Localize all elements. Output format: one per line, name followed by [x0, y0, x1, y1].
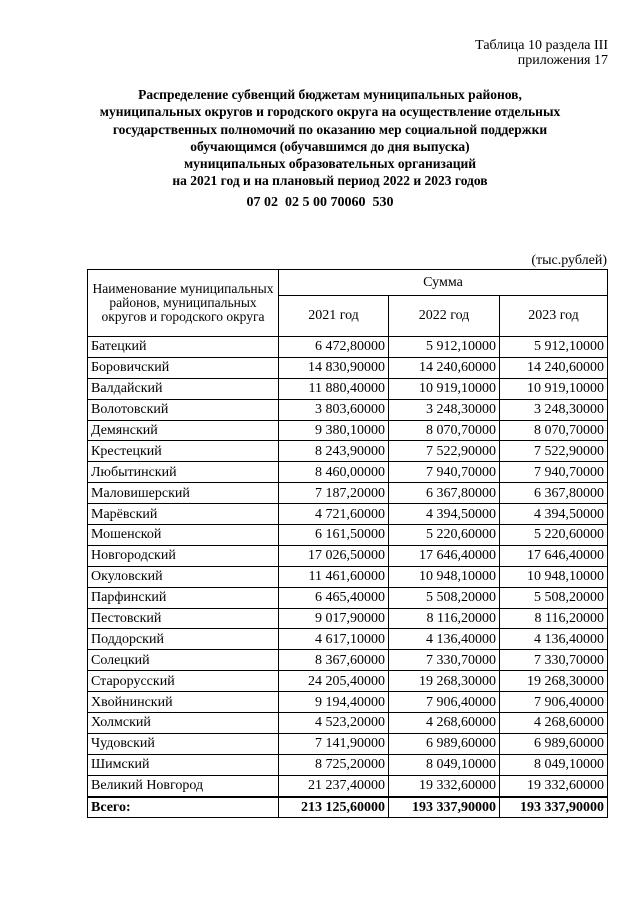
district-name: Любытинский: [88, 462, 279, 483]
district-name: Шимский: [88, 754, 279, 775]
table-row: [88, 692, 608, 713]
total-label: Всего:: [88, 797, 279, 818]
amount-2021: 4 617,10000: [279, 629, 389, 650]
district-name: Парфинский: [88, 587, 279, 608]
table-row: [88, 713, 608, 734]
table-reference: [408, 38, 608, 68]
amount-2023: 5 912,10000: [500, 337, 608, 358]
amount-2022: 8 049,10000: [389, 754, 500, 775]
amount-2022: 6 367,80000: [389, 483, 500, 504]
amount-2021: 8 460,00000: [279, 462, 389, 483]
total-2022: 193 337,90000: [389, 797, 500, 818]
district-name: Окуловский: [88, 566, 279, 587]
amount-2021: 6 161,50000: [279, 525, 389, 546]
header-year-2023: 2023 год: [500, 296, 608, 337]
amount-2023: 7 330,70000: [500, 650, 608, 671]
title-line: Распределение субвенций бюджетам муниципальных районов,: [138, 87, 522, 102]
table-row: [88, 566, 608, 587]
district-name: Мошенской: [88, 525, 279, 546]
table-row: [88, 671, 608, 692]
district-name: Маловишерский: [88, 483, 279, 504]
amount-2022: 7 940,70000: [389, 462, 500, 483]
table-row: [88, 754, 608, 775]
amount-2022: 19 268,30000: [389, 671, 500, 692]
table-row: [88, 775, 608, 796]
table-row: [88, 378, 608, 399]
amount-2021: 4 523,20000: [279, 713, 389, 734]
reference-line-2: приложения 17: [517, 53, 608, 68]
table-row: [88, 337, 608, 358]
amount-2023: 3 248,30000: [500, 399, 608, 420]
table-body: [88, 337, 608, 818]
table-row: [88, 483, 608, 504]
amount-2022: 7 330,70000: [389, 650, 500, 671]
document-title: [60, 86, 600, 190]
amount-2022: 7 522,90000: [389, 441, 500, 462]
amount-2023: 5 508,20000: [500, 587, 608, 608]
table-row: [88, 420, 608, 441]
amount-2021: 17 026,50000: [279, 545, 389, 566]
amount-2023: 14 240,60000: [500, 357, 608, 378]
header-year-2022: 2022 год: [389, 296, 500, 337]
title-line: обучающимся (обучавшимся до дня выпуска): [190, 138, 470, 154]
table-row: [88, 629, 608, 650]
amount-2021: 7 141,90000: [279, 733, 389, 754]
amount-2022: 5 220,60000: [389, 525, 500, 546]
amount-2023: 7 940,70000: [500, 462, 608, 483]
amount-2023: 4 268,60000: [500, 713, 608, 734]
district-name: Крестецкий: [88, 441, 279, 462]
amount-2022: 8 116,20000: [389, 608, 500, 629]
subsidies-table: [87, 269, 608, 818]
table-row: [88, 399, 608, 420]
amount-2021: 9 194,40000: [279, 692, 389, 713]
amount-2023: 17 646,40000: [500, 545, 608, 566]
amount-2021: 24 205,40000: [279, 671, 389, 692]
title-line: муниципальных округов и городского округа на осуществление отдельных: [99, 104, 561, 120]
district-name: Новгородский: [88, 545, 279, 566]
budget-code: 07 02 02 5 00 70060 530: [246, 195, 394, 210]
district-name: Пестовский: [88, 608, 279, 629]
district-name: Марёвский: [88, 504, 279, 525]
amount-2023: 10 919,10000: [500, 378, 608, 399]
amount-2022: 8 070,70000: [389, 420, 500, 441]
total-2023: 193 337,90000: [500, 797, 608, 818]
total-row: [88, 797, 608, 818]
district-name: Хвойнинский: [88, 692, 279, 713]
district-name: Поддорский: [88, 629, 279, 650]
reference-line-1: Таблица 10 раздела III: [475, 38, 608, 53]
amount-2022: 14 240,60000: [389, 357, 500, 378]
amount-2022: 10 948,10000: [389, 566, 500, 587]
amount-2023: 6 989,60000: [500, 733, 608, 754]
amount-2023: 8 070,70000: [500, 420, 608, 441]
table-row: [88, 525, 608, 546]
table-row: [88, 504, 608, 525]
district-name: Валдайский: [88, 378, 279, 399]
units-label: (тыс.рублей): [531, 253, 607, 268]
amount-2021: 8 243,90000: [279, 441, 389, 462]
amount-2022: 4 394,50000: [389, 504, 500, 525]
table-row: [88, 462, 608, 483]
amount-2022: 17 646,40000: [389, 545, 500, 566]
amount-2023: 6 367,80000: [500, 483, 608, 504]
amount-2022: 4 136,40000: [389, 629, 500, 650]
district-name: Солецкий: [88, 650, 279, 671]
amount-2022: 19 332,60000: [389, 775, 500, 796]
table-row: [88, 733, 608, 754]
district-name: Волотовский: [88, 399, 279, 420]
amount-2021: 11 880,40000: [279, 378, 389, 399]
amount-2023: 19 332,60000: [500, 775, 608, 796]
amount-2021: 6 465,40000: [279, 587, 389, 608]
table-row: [88, 587, 608, 608]
amount-2021: 6 472,80000: [279, 337, 389, 358]
amount-2021: 7 187,20000: [279, 483, 389, 504]
amount-2023: 10 948,10000: [500, 566, 608, 587]
amount-2021: 11 461,60000: [279, 566, 389, 587]
amount-2023: 5 220,60000: [500, 525, 608, 546]
title-line: муниципальных образовательных организаций: [183, 156, 477, 172]
district-name: Батецкий: [88, 337, 279, 358]
amount-2022: 4 268,60000: [389, 713, 500, 734]
district-name: Старорусский: [88, 671, 279, 692]
amount-2022: 5 912,10000: [389, 337, 500, 358]
amount-2022: 10 919,10000: [389, 378, 500, 399]
table-row: [88, 441, 608, 462]
amount-2021: 8 725,20000: [279, 754, 389, 775]
total-2021: 213 125,60000: [279, 797, 389, 818]
amount-2023: 7 522,90000: [500, 441, 608, 462]
amount-2021: 21 237,40000: [279, 775, 389, 796]
amount-2021: 9 380,10000: [279, 420, 389, 441]
amount-2023: 19 268,30000: [500, 671, 608, 692]
title-line: на 2021 год и на плановый период 2022 и 2023 годов: [172, 173, 488, 189]
table-row: [88, 545, 608, 566]
amount-2021: 8 367,60000: [279, 650, 389, 671]
amount-2021: 14 830,90000: [279, 357, 389, 378]
district-name: Демянский: [88, 420, 279, 441]
amount-2023: 4 394,50000: [500, 504, 608, 525]
amount-2023: 8 049,10000: [500, 754, 608, 775]
table-row: [88, 357, 608, 378]
amount-2022: 7 906,40000: [389, 692, 500, 713]
amount-2023: 8 116,20000: [500, 608, 608, 629]
amount-2022: 5 508,20000: [389, 587, 500, 608]
district-name: Холмский: [88, 713, 279, 734]
header-sum: Сумма: [279, 270, 608, 296]
table-row: [88, 650, 608, 671]
amount-2021: 3 803,60000: [279, 399, 389, 420]
amount-2021: 9 017,90000: [279, 608, 389, 629]
district-name: Чудовский: [88, 733, 279, 754]
amount-2023: 7 906,40000: [500, 692, 608, 713]
title-line: государственных полномочий по оказанию мер социальной поддержки: [112, 121, 548, 137]
amount-2022: 3 248,30000: [389, 399, 500, 420]
district-name: Боровичский: [88, 357, 279, 378]
header-name: Наименование муниципальных районов, муниципальных округов и городского округа: [88, 270, 279, 337]
amount-2022: 6 989,60000: [389, 733, 500, 754]
amount-2023: 4 136,40000: [500, 629, 608, 650]
district-name: Великий Новгород: [88, 775, 279, 796]
table-row: [88, 608, 608, 629]
header-year-2021: 2021 год: [279, 296, 389, 337]
amount-2021: 4 721,60000: [279, 504, 389, 525]
